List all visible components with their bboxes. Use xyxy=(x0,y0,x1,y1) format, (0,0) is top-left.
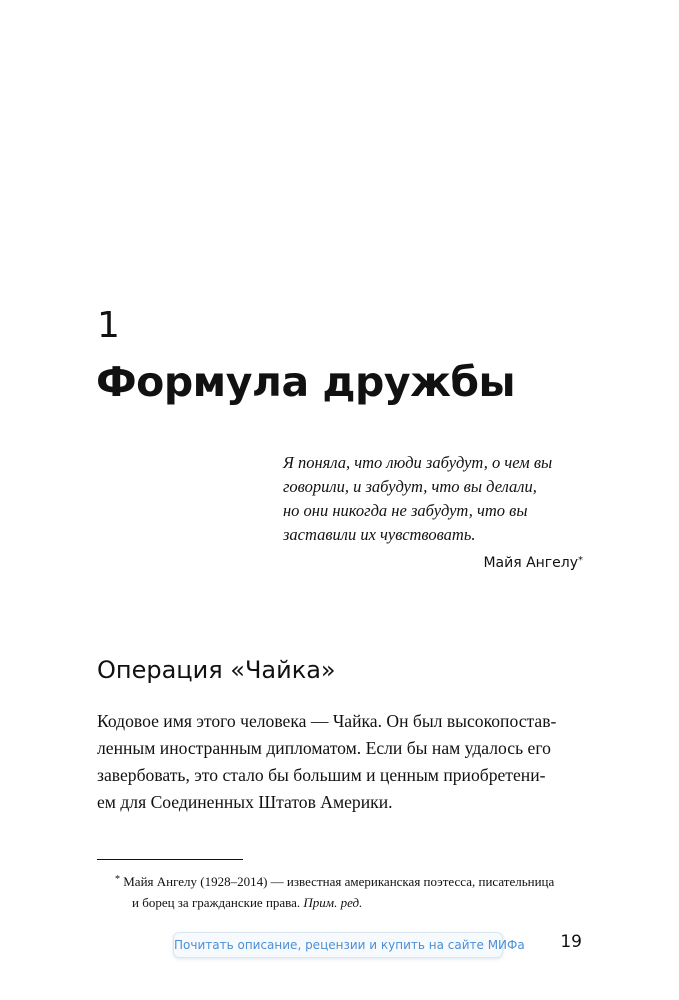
footnote-text: Майя Ангелу (1928–2014) — известная американская поэтесса, писательница xyxy=(123,874,555,889)
footnote-text: и борец за гражданские права. xyxy=(132,895,304,910)
body-line: ленным иностранным дипломатом. Если бы нам удалось его xyxy=(97,738,551,758)
epigraph xyxy=(283,451,583,573)
editor-note: Прим. ред. xyxy=(303,895,363,910)
page-number: 19 xyxy=(560,932,582,952)
epigraph-line: заставили их чувствовать. xyxy=(283,525,476,544)
epigraph-line: Я поняла, что люди забудут, о чем вы xyxy=(283,453,553,472)
promo-link[interactable]: Почитать описание, рецензии и купить на сайте МИФа xyxy=(173,932,503,958)
footnote-marker: * xyxy=(115,874,120,885)
body-paragraph xyxy=(97,708,587,816)
body-line: завербовать, это стало бы большим и ценным приобретени- xyxy=(97,765,546,785)
body-line: Кодовое имя этого человека — Чайка. Он был высокопостав- xyxy=(97,711,557,731)
epigraph-author xyxy=(283,553,583,573)
footnote xyxy=(115,871,595,913)
footnote-marker[interactable]: * xyxy=(578,555,583,566)
epigraph-line: но они никогда не забудут, что вы xyxy=(283,501,528,520)
footnote-line xyxy=(115,892,595,913)
chapter-title: Формула дружбы xyxy=(96,358,516,406)
epigraph-author-name: Майя Ангелу xyxy=(483,555,578,571)
footnote-line xyxy=(115,871,595,892)
footnote-divider xyxy=(97,859,243,860)
epigraph-line: говорили, и забудут, что вы делали, xyxy=(283,477,537,496)
section-heading: Операция «Чайка» xyxy=(97,656,336,684)
body-line: ем для Соединенных Штатов Америки. xyxy=(97,792,393,812)
chapter-number: 1 xyxy=(97,305,120,346)
